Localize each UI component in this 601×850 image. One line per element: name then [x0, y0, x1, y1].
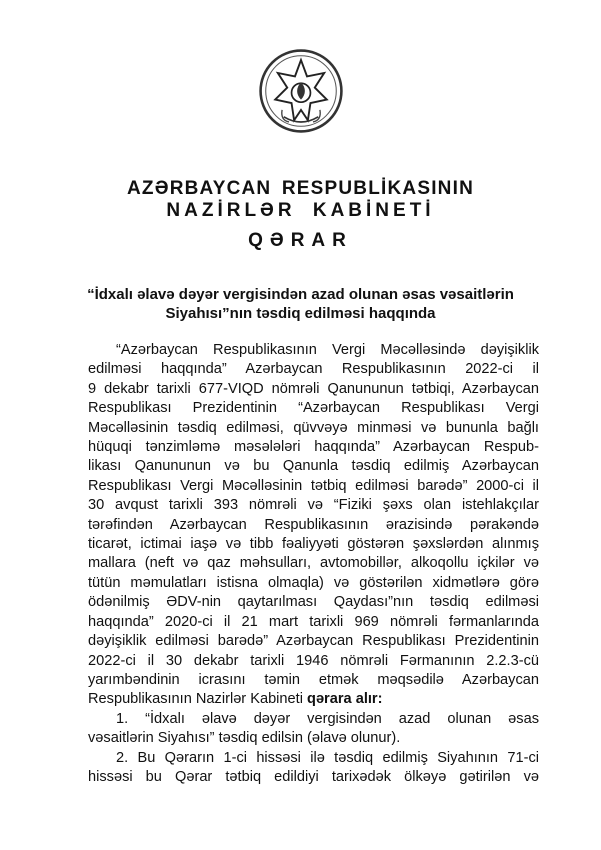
text-line: “Azərbaycan Respublikasının Vergi Məcəlləsində dəyişiklik [116, 342, 539, 358]
text-line: ticarət, ictimai iaşə və tibb fəaliyyəti göstərən şəxslərdən alınmış [88, 536, 539, 553]
text-line: dəyişiklik edilməsi barədə” Azərbaycan Respublikası Prezidentinin [88, 633, 539, 650]
text-line: likası Qanununun və bu Qanunla təsdiq edilmiş Azərbaycan [88, 458, 539, 475]
text-line: vəsaitlərin Siyahısı” təsdiq edilsin (əlavə olunur). [88, 730, 401, 747]
text-line: tərəfindən Azərbaycan Respublikasının ərazisində pərakəndə [88, 516, 539, 533]
text-line: Respublikası Vergi Məcəlləsinin tətbiq edilməsi barədə” 2000-ci il [88, 477, 539, 494]
text-line: ödənilmiş ƏDV-nin qaytarılması Qaydası”nın təsdiq edilməsi [88, 594, 539, 611]
preamble-paragraph [88, 341, 539, 710]
text-line: tütün məmulatları istisna olmaqla) və göstərilən xidmətlərə görə [88, 574, 539, 591]
item-1-paragraph [88, 710, 539, 749]
text-line: 2022-ci il 30 dekabr tarixli 1946 nömrəli Fərmanının 2.2.3-cü [88, 652, 539, 669]
header-country: AZƏRBAYCAN RESPUBLİKASININ [126, 178, 475, 199]
header-decision: QƏRAR [248, 230, 353, 251]
item-2-paragraph [88, 749, 539, 788]
document-body [88, 341, 539, 787]
text-line: 9 dekabr tarixli 677-VIQD nömrəli Qanununun tətbiqi, Azərbaycan [88, 380, 539, 397]
text-line: mallara (neft və qaz məhsulları, avtomobillər, alkoqollu içkilər və [88, 555, 539, 572]
cabinet-text: Respublikasının Nazirlər Kabineti [88, 691, 303, 708]
text-line-final [88, 690, 539, 709]
text-line: 1. “İdxalı əlavə dəyər vergisindən azad olunan əsas [116, 710, 539, 727]
text-line: 30 avqust tarixli 393 nömrəli və “Fiziki şəxs olan istehlakçılar [88, 497, 539, 514]
header-cabinet: NAZİRLƏR KABİNETİ [166, 200, 435, 221]
text-line: haqqında” 2020-ci il 21 mart tarixli 969 nömrəli fərmanlarında [88, 613, 539, 630]
text-line: hissəsi bu Qərar tətbiq edildiyi tarixədək ölkəyə gətirilən və [88, 768, 539, 785]
resolution-phrase: qərara alır: [307, 691, 383, 708]
text-line: edilməsi haqqında” Azərbaycan Respublikasının 2022-ci il [88, 361, 539, 378]
document-title [0, 285, 601, 323]
state-emblem-icon [258, 48, 344, 134]
text-line: hüquqi tənzimləmə məsələləri haqqında” Azərbaycan Respub- [88, 439, 539, 456]
text-line: Respublikası Prezidentinin “Azərbaycan Respublikası Vergi [88, 400, 539, 417]
title-line: “İdxalı əlavə dəyər vergisindən azad olunan əsas vəsaitlərin [87, 286, 514, 303]
text-line: Məcəlləsinin təsdiq edilməsi, qüvvəyə minməsi və bununla bağlı [88, 419, 539, 436]
text-line: yarımbəndinin icrasını təmin etmək məqsədilə Azərbaycan [88, 671, 539, 688]
text-line: 2. Bu Qərarın 1-ci hissəsi ilə təsdiq edilmiş Siyahının 71-ci [116, 749, 539, 766]
title-line: Siyahısı”nın təsdiq edilməsi haqqında [165, 305, 436, 322]
